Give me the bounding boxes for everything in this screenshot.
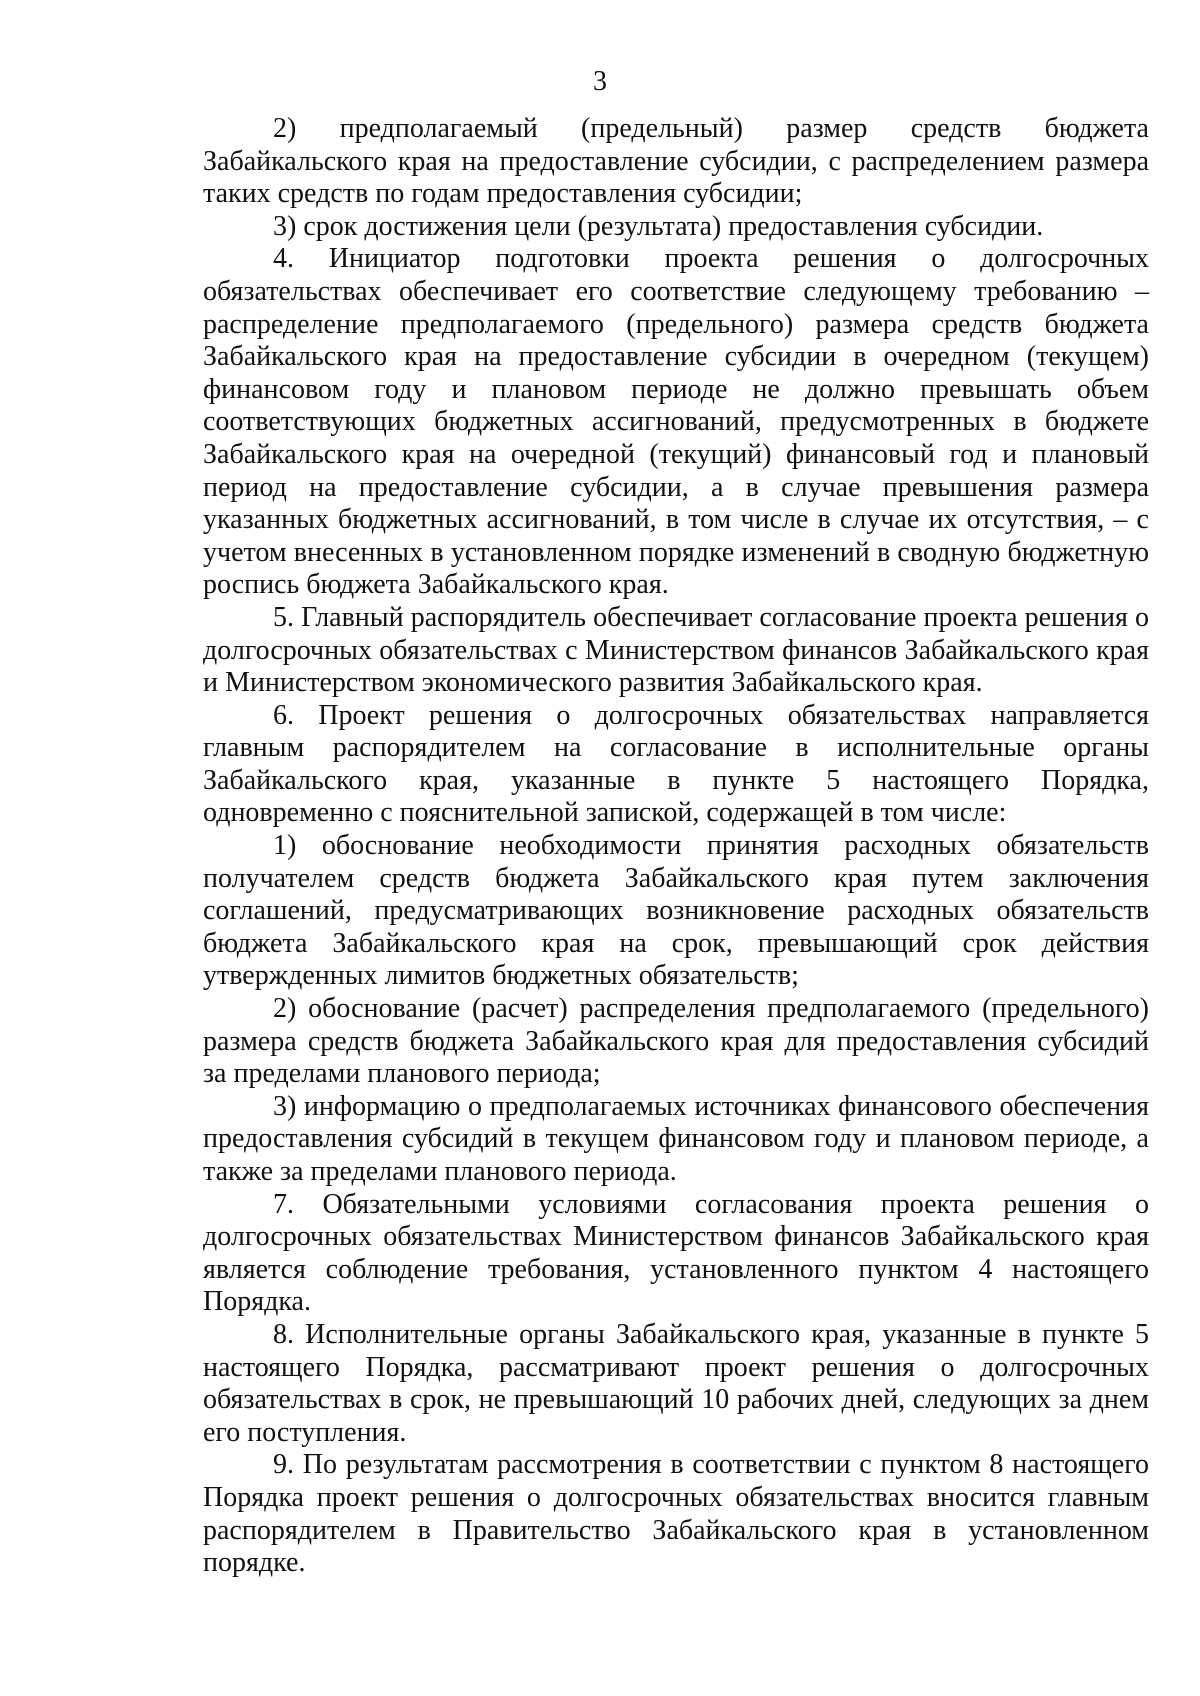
page-number: 3 bbox=[593, 66, 607, 97]
paragraph-clause-6-item-1: 1) обоснование необходимости принятия расходных обязательств получателем средств бюджета Забайкальского края путем заключения соглашений, предусматривающих возникновение расходных обязательств бюджета Забайкальского края на срок, превышающий срок действия утвержденных лимитов бюджетных обязательств; bbox=[203, 830, 1149, 992]
document-body bbox=[203, 113, 1149, 1580]
paragraph-item-2-budget-size: 2) предполагаемый (предельный) размер средств бюджета Забайкальского края на предоставление субсидии, с распределением размера таких средств по годам предоставления субсидии; bbox=[203, 113, 1149, 210]
paragraph-clause-6-item-2: 2) обоснование (расчет) распределения предполагаемого (предельного) размера средств бюджета Забайкальского края для предоставления субсидий за пределами планового периода; bbox=[203, 993, 1149, 1090]
paragraph-clause-4: 4. Инициатор подготовки проекта решения о долгосрочных обязательствах обеспечивает его соответствие следующему требованию – распределение предполагаемого (предельного) размера средств бюджета Забайкальского края на предоставление субсидии в очередном (текущем) финансовом году и плановом периоде не должно превышать объем соответствующих бюджетных ассигнований, предусмотренных в бюджете Забайкальского края на очередной (текущий) финансовый год и плановый период на предоставление субсидии, а в случае превышения размера указанных бюджетных ассигнований, в том числе в случае их отсутствия, – с учетом внесенных в установленном порядке изменений в сводную бюджетную роспись бюджета Забайкальского края. bbox=[203, 243, 1149, 601]
paragraph-item-3-deadline: 3) срок достижения цели (результата) предоставления субсидии. bbox=[273, 210, 1044, 242]
paragraph-clause-7: 7. Обязательными условиями согласования проекта решения о долгосрочных обязательствах Министерством финансов Забайкальского края является соблюдение требования, установленного пунктом 4 настоящего Порядка. bbox=[203, 1188, 1149, 1318]
paragraph-clause-5: 5. Главный распорядитель обеспечивает согласование проекта решения о долгосрочных обязательствах с Министерством финансов Забайкальского края и Министерством экономического развития Забайкальского края. bbox=[203, 601, 1149, 699]
paragraph-clause-6-item-3: 3) информацию о предполагаемых источниках финансового обеспечения предоставления субсидий в текущем финансовом году и плановом периоде, а также за пределами планового периода. bbox=[203, 1090, 1149, 1187]
paragraph-clause-6: 6. Проект решения о долгосрочных обязательствах направляется главным распорядителем на согласование в исполнительные органы Забайкальского края, указанные в пункте 5 настоящего Порядка, одновременно с пояснительной запиской, содержащей в том числе: bbox=[203, 699, 1149, 829]
paragraph-clause-9: 9. По результатам рассмотрения в соответствии с пунктом 8 настоящего Порядка проект решения о долгосрочных обязательствах вносится главным распорядителем в Правительство Забайкальского края в установленном порядке. bbox=[203, 1449, 1149, 1579]
paragraph-clause-8: 8. Исполнительные органы Забайкальского края, указанные в пункте 5 настоящего Порядка, рассматривают проект решения о долгосрочных обязательствах в срок, не превышающий 10 рабочих дней, следующих за днем его поступления. bbox=[203, 1318, 1149, 1448]
